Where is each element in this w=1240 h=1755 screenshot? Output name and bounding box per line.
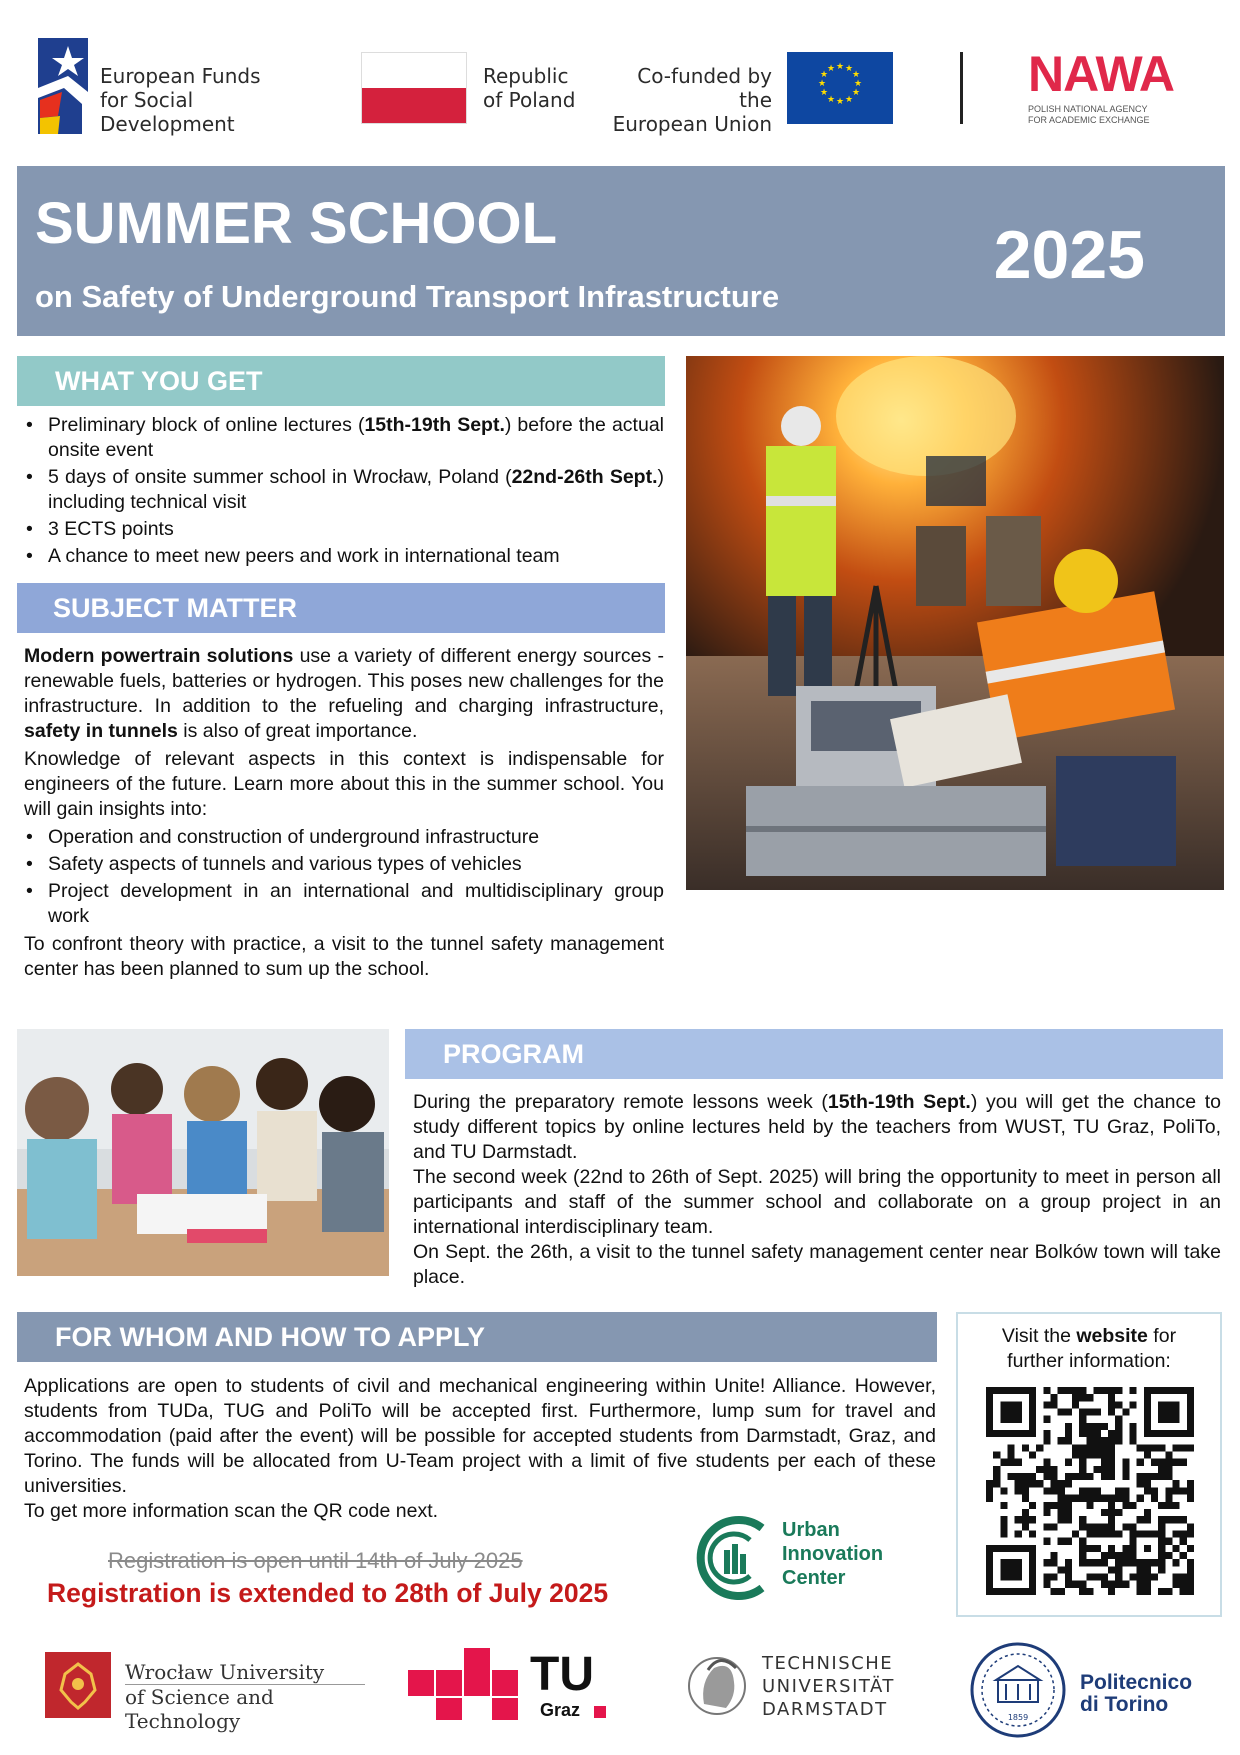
wust-emblem-icon	[45, 1652, 111, 1718]
tu-graz-emblem-icon	[408, 1648, 526, 1720]
registration-old: Registration is open until 14th of July 2025	[108, 1548, 523, 1573]
eu-flag-icon	[787, 52, 893, 124]
svg-text:★: ★	[844, 95, 854, 105]
what-you-get-list	[24, 413, 664, 569]
svg-text:★: ★	[851, 70, 861, 80]
tud-line3: DARMSTADT	[762, 1699, 888, 1720]
page-title: SUMMER SCHOOL	[35, 191, 557, 256]
tu-graz-logo	[408, 1648, 618, 1724]
nawa-logo-text: NAWA	[1028, 46, 1174, 102]
uic-line3: Center	[782, 1567, 846, 1589]
svg-text:★: ★	[844, 64, 854, 74]
eu-funds-logo	[38, 38, 328, 134]
polito-seal-icon	[966, 1640, 1076, 1740]
header-divider	[960, 52, 963, 124]
poland-line2: of Poland	[483, 88, 576, 112]
cofunded-line1: Co-funded by the	[637, 64, 772, 112]
eu-funds-line2: for Social Development	[100, 88, 235, 136]
list-item: • 3 ECTS points	[24, 517, 664, 542]
athena-head-icon	[686, 1646, 748, 1724]
program-paragraph-1: During the preparatory remote lessons week (15th-19th Sept.) you will get the chance to study different topics by online lectures held by the teachers from WUST, TU Graz, PoliTo, and TU Darmstadt.	[413, 1091, 1221, 1163]
wust-line1: Wrocław University	[125, 1660, 325, 1684]
list-item: • A chance to meet new peers and work in international team	[24, 544, 664, 569]
nawa-sub2: FOR ACADEMIC EXCHANGE	[1028, 115, 1150, 125]
program-body	[413, 1090, 1221, 1290]
subject-paragraph-2: Knowledge of relevant aspects in this context is indispensable for engineers of the future. Learn more about this in the summer school. You will gain insights into:	[24, 748, 664, 820]
poland-flag-icon	[361, 52, 467, 124]
list-item: • 5 days of onsite summer school in Wrocław, Poland (22nd-26th Sept.) including technical visit	[24, 465, 664, 515]
list-item: • Operation and construction of underground infrastructure	[24, 825, 664, 850]
students-photo	[17, 1029, 389, 1276]
page-subtitle: on Safety of Underground Transport Infrastructure	[35, 279, 780, 314]
uic-line2: Innovation	[782, 1543, 884, 1565]
polito-year: 1859	[1007, 1713, 1029, 1722]
svg-text:★: ★	[817, 79, 827, 89]
polito-line2: di Torino	[1080, 1693, 1169, 1716]
uic-emblem-icon	[690, 1510, 774, 1606]
urban-innovation-center-logo	[690, 1510, 920, 1606]
svg-text:★: ★	[826, 95, 836, 105]
svg-text:★: ★	[835, 62, 845, 72]
svg-text:★: ★	[851, 88, 861, 98]
tu-graz-big: TU	[530, 1648, 594, 1701]
program-paragraph-3: On Sept. the 26th, a visit to the tunnel safety management center near Bolków town will take place.	[413, 1241, 1221, 1288]
apply-header	[17, 1312, 937, 1362]
wust-logo	[45, 1650, 365, 1733]
year-label: 2025	[993, 217, 1145, 293]
subject-paragraph-3: To confront theory with practice, a visit to the tunnel safety management center has been planned to sum up the school.	[24, 933, 664, 980]
poland-line1: Republic	[483, 64, 569, 88]
title-banner	[17, 166, 1225, 336]
nawa-logo	[1028, 46, 1198, 130]
svg-text:★: ★	[853, 79, 863, 89]
tud-line2: UNIVERSITÄT	[762, 1676, 895, 1697]
apply-paragraph-1: Applications are open to students of civil and mechanical engineering within Unite! Alliance. However, students from TUDa, TUG and PoliTo will be accepted first. Furthermore, lump sum for travel and accommodation (paid after the event) will be possible for accepted students from Darmstadt, Graz, and Torino. The funds will be allocated from U-Team project with a limit of five students per each of these universities.	[24, 1375, 936, 1497]
list-item: • Safety aspects of tunnels and various types of vehicles	[24, 852, 664, 877]
polito-line1: Politecnico	[1080, 1671, 1193, 1694]
uic-line1: Urban	[782, 1519, 840, 1541]
eu-funds-emblem-icon	[38, 38, 88, 134]
qr-box	[956, 1312, 1222, 1617]
svg-text:★: ★	[819, 70, 829, 80]
program-heading: PROGRAM	[443, 1039, 584, 1069]
apply-heading: FOR WHOM AND HOW TO APPLY	[55, 1322, 485, 1352]
apply-paragraph-2: To get more information scan the QR code next.	[24, 1500, 439, 1522]
wust-line2: of Science and Technology	[125, 1684, 365, 1733]
tu-graz-small: Graz	[540, 1700, 581, 1720]
qr-caption-line1: Visit the website for	[1001, 1325, 1177, 1347]
subject-matter-header	[17, 583, 665, 633]
qr-caption-line2: further information:	[1007, 1350, 1171, 1372]
tunnel-fire-photo	[686, 356, 1224, 890]
nawa-sub1: POLISH NATIONAL AGENCY	[1028, 104, 1148, 114]
subject-matter-heading: SUBJECT MATTER	[53, 593, 298, 623]
subject-paragraph-1: Modern powertrain solutions use a variety of different energy sources - renewable fuels, batteries or hydrogen. This poses new challenges for the infrastructure. In addition to the refueling and charging infrastructure, safety in tunnels is also of great importance.	[24, 645, 665, 742]
program-header	[405, 1029, 1223, 1079]
apply-body	[24, 1374, 936, 1524]
subject-matter-body	[24, 644, 664, 982]
qr-code[interactable]	[986, 1387, 1194, 1595]
cofunded-line2: European Union	[612, 112, 772, 136]
tu-darmstadt-logo	[686, 1646, 906, 1730]
polito-logo	[966, 1640, 1206, 1740]
what-you-get-header	[17, 356, 665, 406]
svg-text:★: ★	[826, 64, 836, 74]
what-you-get-heading: WHAT YOU GET	[55, 366, 263, 396]
registration-extended: Registration is extended to 28th of July 2025	[47, 1578, 609, 1608]
tud-line1: TECHNISCHE	[762, 1653, 894, 1674]
program-paragraph-2: The second week (22nd to 26th of Sept. 2025) will bring the opportunity to meet in person all participants and staff of the summer school and collaborate on a group project in an international interdisciplinary team.	[413, 1166, 1221, 1238]
svg-text:★: ★	[835, 97, 845, 107]
list-item: • Preliminary block of online lectures (15th-19th Sept.) before the actual onsite event	[24, 413, 664, 463]
list-item: • Project development in an international and multidisciplinary group work	[24, 879, 664, 929]
svg-text:★: ★	[819, 88, 829, 98]
eu-funds-line1: European Funds	[100, 64, 261, 88]
